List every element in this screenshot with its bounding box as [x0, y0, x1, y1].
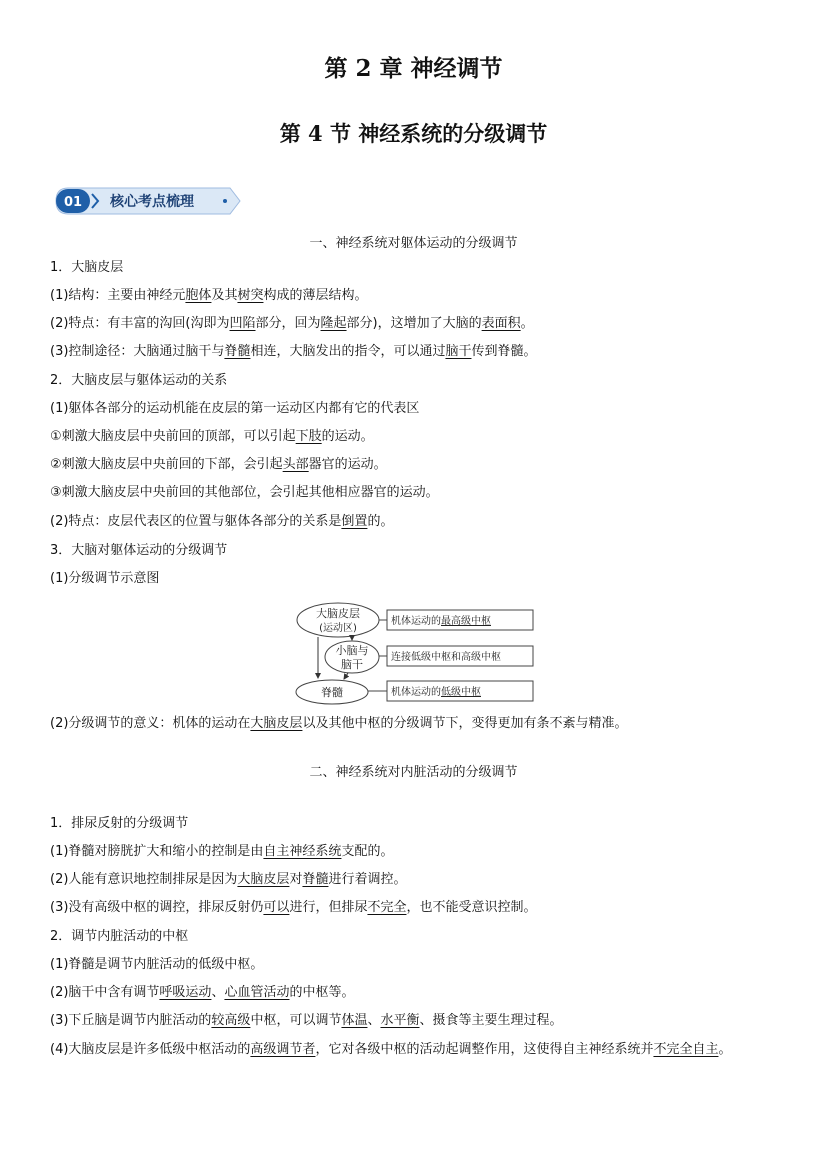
p1-s1-line3: (3)控制途径：大脑通过脑干与脊髓相连，大脑发出的指令，可以通过脑干传到脊髓。	[50, 344, 537, 359]
node-cerebellum-brainstem-line2: 脑干	[341, 658, 363, 671]
node-cerebellum-brainstem-line1: 小脑与	[335, 644, 369, 657]
node-cerebral-cortex-line2: (运动区)	[319, 623, 357, 634]
dot-icon	[223, 199, 227, 203]
p2-s2-line1: (1)脊髓是调节内脏活动的低级中枢。	[50, 957, 264, 972]
chapter-title: 第 2 章 神经调节	[324, 55, 503, 82]
p2-s1-line3: (3)没有高级中枢的调控，排尿反射仍可以进行，但排尿不完全，也不能受意识控制。	[50, 900, 537, 915]
p1-s2-line3: ②刺激大脑皮层中央前回的下部，会引起头部器官的运动。	[50, 457, 387, 472]
p1-s2-line5: (2)特点：皮层代表区的位置与躯体各部分的关系是倒置的。	[50, 514, 394, 529]
p1-s1-line2: (2)特点：有丰富的沟回(沟即为凹陷部分，回为隆起部分)，这增加了大脑的表面积。	[50, 316, 534, 331]
badge-number: 01	[63, 195, 83, 210]
part2-heading: 二、神经系统对内脏活动的分级调节	[309, 765, 518, 780]
badge-label: 核心考点梳理	[110, 194, 194, 210]
p2-s2-line4: (4)大脑皮层是许多低级中枢活动的高级调节者，它对各级中枢的活动起调整作用，这使得自主神经系统并不完全自主。	[50, 1042, 732, 1057]
p1-s3-line2: (2)分级调节的意义：机体的运动在大脑皮层以及其他中枢的分级调节下，变得更加有条不紊与精准。	[50, 716, 628, 731]
p1-s2-line4: ③刺激大脑皮层中央前回的其他部位，会引起其他相应器官的运动。	[50, 485, 439, 500]
hierarchy-diagram	[292, 600, 538, 706]
p2-s2-line3: (3)下丘脑是调节内脏活动的较高级中枢，可以调节体温、水平衡、摄食等主要生理过程。	[50, 1013, 563, 1028]
p1-s1-title: 1．大脑皮层	[50, 260, 124, 275]
section-title: 第 4 节 神经系统的分级调节	[279, 121, 548, 146]
p1-s1-line1: (1)结构：主要由神经元胞体及其树突构成的薄层结构。	[50, 288, 368, 303]
p1-s3-line1: (1)分级调节示意图	[50, 571, 160, 586]
node-spinal-cord-label: 脊髓	[321, 686, 343, 699]
p2-s2-line2: (2)脑干中含有调节呼吸运动、心血管活动的中枢等。	[50, 985, 355, 1000]
p2-s1-title: 1．排尿反射的分级调节	[50, 816, 189, 831]
arrow-cerebellum-to-spinal	[344, 673, 348, 679]
part1-heading: 一、神经系统对躯体运动的分级调节	[309, 236, 518, 251]
p2-s1-line1: (1)脊髓对膀胱扩大和缩小的控制是由自主神经系统支配的。	[50, 844, 394, 859]
p2-s2-title: 2．调节内脏活动的中枢	[50, 929, 189, 944]
box-connecting-center-label: 连接低级中枢和高级中枢	[391, 652, 501, 663]
node-cerebral-cortex-line1: 大脑皮层	[316, 607, 360, 620]
p1-s2-line2: ①刺激大脑皮层中央前回的顶部，可以引起下肢的运动。	[50, 429, 374, 444]
p1-s2-line1: (1)躯体各部分的运动机能在皮层的第一运动区内都有它的代表区	[50, 401, 420, 416]
section-badge	[54, 186, 244, 216]
p1-s3-title: 3．大脑对躯体运动的分级调节	[50, 543, 228, 558]
box-highest-center-label: 机体运动的最高级中枢	[391, 616, 491, 627]
p1-s2-title: 2．大脑皮层与躯体运动的关系	[50, 373, 228, 388]
box-low-center-label: 机体运动的低级中枢	[391, 687, 481, 698]
p2-s1-line2: (2)人能有意识地控制排尿是因为大脑皮层对脊髓进行着调控。	[50, 872, 407, 887]
